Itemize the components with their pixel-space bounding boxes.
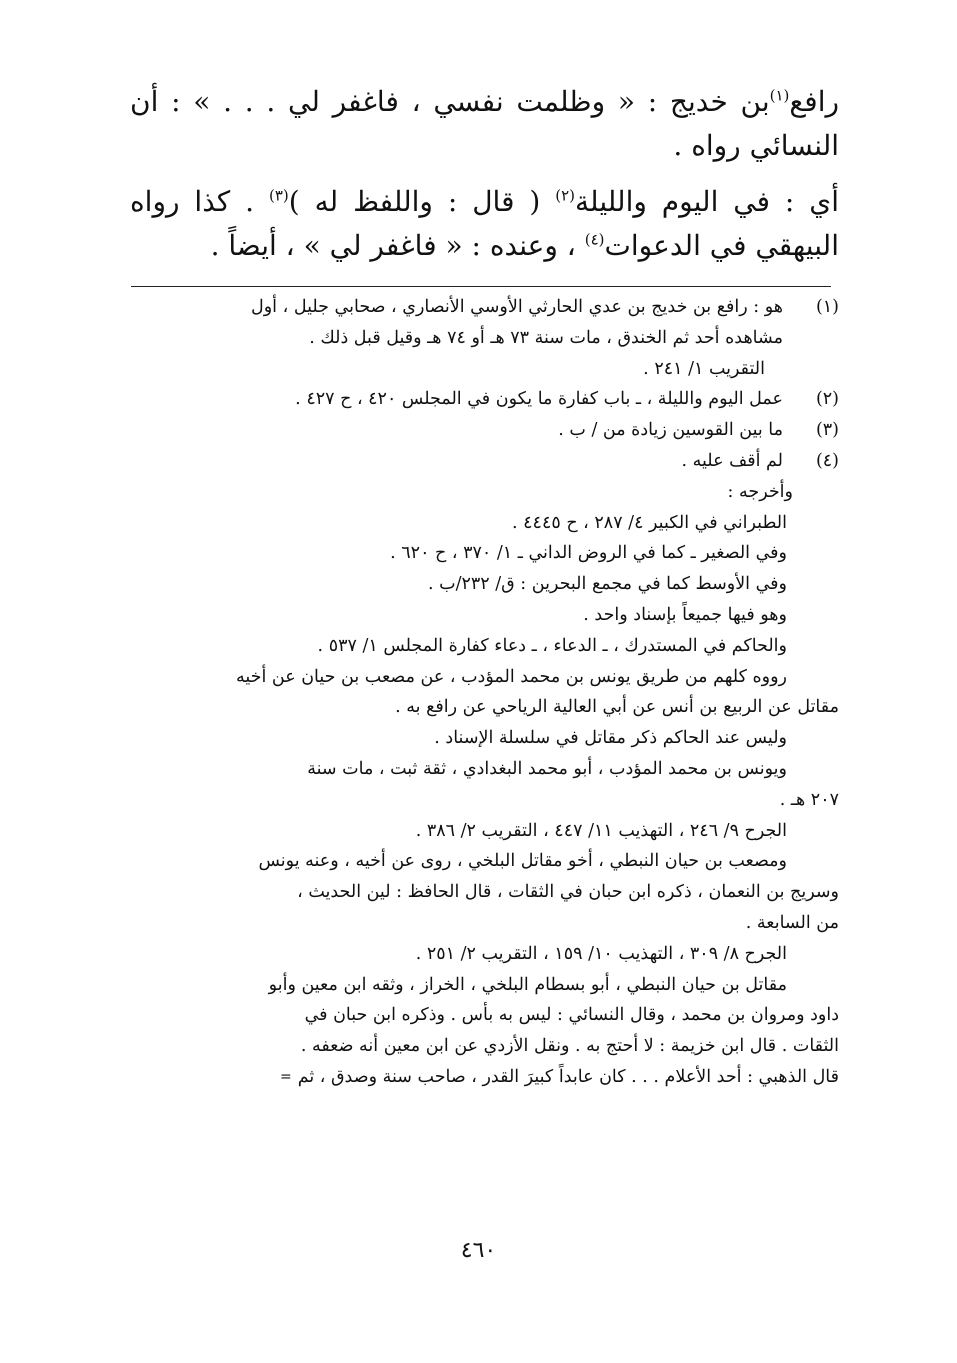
footnote-line xyxy=(140,600,839,631)
footnote-text: الجرح ٩/ ٢٤٦ ، التهذيب ١١/ ٤٤٧ ، التقريب ٢/ ٣٨٦ . xyxy=(415,820,787,841)
footnote-line: التقريب ١/ ٢٤١ . xyxy=(643,358,765,379)
footnote-line xyxy=(140,477,839,508)
main-text xyxy=(130,80,839,268)
text-segment: رافع xyxy=(789,85,839,118)
footnote-number: (٣) xyxy=(815,420,839,441)
footnote-line xyxy=(140,723,839,754)
footnote xyxy=(140,415,839,446)
footnote-line: عمل اليوم والليلة ، ـ باب كفارة ما يكون في المجلس ٤٢٠ ، ح ٤٢٧ . xyxy=(295,389,783,410)
page-number: ٤٦٠ xyxy=(460,1238,497,1263)
footnote-ref: (١) xyxy=(769,86,790,105)
footnote-text: ويونس بن محمد المؤدب ، أبو محمد البغدادي ، ثقة ثبت ، مات سنة xyxy=(307,758,787,779)
footnote-line xyxy=(140,569,839,600)
footnote-line: مشاهده أحد ثم الخندق ، مات سنة ٧٣ هـ أو ٧٤ هـ وقيل قبل ذلك . xyxy=(309,327,783,348)
footnote-line xyxy=(140,846,839,877)
footnote-line xyxy=(140,970,839,1001)
footnote-line xyxy=(140,877,839,908)
footnote-ref: (٣) xyxy=(268,186,289,205)
footnote-line xyxy=(140,662,839,693)
footnote-line xyxy=(140,1000,839,1031)
footnote-text: ٢٠٧ هـ . xyxy=(779,789,839,810)
footnote xyxy=(140,446,839,477)
footnote-line xyxy=(140,692,839,723)
footnote-text: الثقات . قال ابن خزيمة : لا أحتج به . ونقل الأزدي عن ابن معين أنه ضعفه . xyxy=(300,1036,839,1057)
footnote-number: (٤) xyxy=(815,450,839,471)
footnote-text: وسريج بن النعمان ، ذكره ابن حبان في الثقات ، قال الحافظ : لين الحديث ، xyxy=(297,882,839,903)
footnote xyxy=(140,292,839,384)
footnote-line xyxy=(140,538,839,569)
footnote-text: وليس عند الحاكم ذكر مقاتل في سلسلة الإسناد . xyxy=(434,728,787,749)
main-paragraph xyxy=(130,180,839,268)
text-segment: ، وعنده : « فاغفر لي » ، أيضاً . xyxy=(210,229,585,262)
footnote-text: قال الذهبي : أحد الأعلام . . . كان عابداً كبيرَ القدر ، صاحب سنة وصدق ، ثم xyxy=(297,1066,839,1087)
footnote-ref: (٤) xyxy=(584,230,605,249)
footnotes xyxy=(140,292,839,1093)
footnote-text: داود ومروان بن محمد ، وقال النسائي : ليس به بأس . وذكره ابن حبان في xyxy=(304,1005,839,1026)
footnote-ref: (٢) xyxy=(555,186,576,205)
footnote-line: هو : رافع بن خديج بن عدي الحارثي الأوسي الأنصاري ، صحابي جليل ، أول xyxy=(251,297,783,317)
footnote-text: من السابعة . xyxy=(745,912,839,933)
footnote-text: الجرح ٨/ ٣٠٩ ، التهذيب ١٠/ ١٥٩ ، التقريب ٢/ ٢٥١ . xyxy=(415,943,787,964)
footnote-text: ومصعب بن حيان النبطي ، أخو مقاتل البلخي ، روى عن أخيه ، وعنه يونس xyxy=(258,851,787,872)
footnote-line xyxy=(140,754,839,785)
main-paragraph xyxy=(130,80,839,168)
footnote xyxy=(140,384,839,415)
footnote-text: مقاتل عن الربيع بن أنس عن أبي العالية الرياحي عن رافع به . xyxy=(395,697,839,718)
footnote-text: وفي الأوسط كما في مجمع البحرين : ق/ ٢٣٢/ب . xyxy=(428,574,787,595)
footnote-line xyxy=(140,908,839,939)
footnote-text: مقاتل بن حيان النبطي ، أبو بسطام البلخي ، الخراز ، وثقه ابن معين وأبو xyxy=(268,974,787,995)
footnote-line xyxy=(140,508,839,539)
text-segment: . كذا رواه البيهقي في الدعوات xyxy=(130,185,839,262)
footnote-line xyxy=(140,1031,839,1062)
footnote-number: (١) xyxy=(815,297,839,317)
footnote-line xyxy=(140,785,839,816)
footnote-number: (٢) xyxy=(815,389,839,410)
text-segment: بن خديج : « وظلمت نفسي ، فاغفر لي . . . » : أن النسائي رواه . xyxy=(130,85,839,162)
footnote-line xyxy=(140,1062,839,1093)
footnote-line xyxy=(140,631,839,662)
text-segment: أي : في اليوم والليلة xyxy=(575,185,839,218)
footnote-text: وهو فيها جميعاً بإسناد واحد . xyxy=(583,604,787,625)
text-segment: ( قال : واللفظ له ) xyxy=(288,185,556,218)
footnote-line xyxy=(140,816,839,847)
footnote-line: لم أقف عليه . xyxy=(681,450,783,471)
footnote-text: الطبراني في الكبير ٤/ ٢٨٧ ، ح ٤٤٤٥ . xyxy=(512,512,787,533)
footnote-separator xyxy=(131,286,831,287)
footnote-text: والحاكم في المستدرك ، ـ الدعاء ، ـ دعاء كفارة المجلس ١/ ٥٣٧ . xyxy=(317,635,787,656)
footnote-line: ما بين القوسين زيادة من / ب . xyxy=(558,420,783,441)
footnote-line xyxy=(140,939,839,970)
continuation-mark: = xyxy=(279,1069,292,1086)
footnote-text: وفي الصغير ـ كما في الروض الداني ـ ١/ ٣٧٠ ، ح ٦٢٠ . xyxy=(390,543,787,564)
footnote-text: رووه كلهم من طريق يونس بن محمد المؤدب ، عن مصعب بن حيان عن أخيه xyxy=(235,666,787,687)
footnote-text: وأخرجه : xyxy=(727,481,793,502)
